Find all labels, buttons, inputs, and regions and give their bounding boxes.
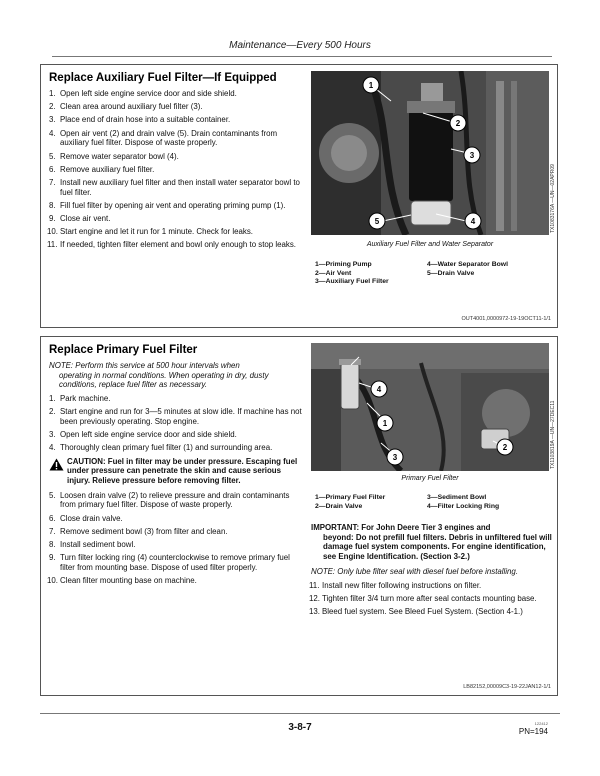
svg-text:2: 2 xyxy=(455,119,461,128)
page-number: 3-8-7 xyxy=(288,722,312,733)
list-item: 8. Install sediment bowl. xyxy=(49,540,136,550)
service-note: NOTE: Perform this service at 500 hour intervals when operating in normal conditions. When operating in dry, dusty conditions, replace fuel filter as necessary. xyxy=(49,361,269,390)
list-item: 12. Tighten filter 3/4 turn more after seal contacts mounting base. xyxy=(309,593,537,603)
auxiliary-fuel-filter-figure xyxy=(311,71,549,235)
figure-legend-left xyxy=(315,261,389,287)
auxiliary-fuel-filter-illustration xyxy=(311,71,549,235)
primary-fuel-filter-figure xyxy=(311,343,549,471)
list-item: 11. Install new filter following instructions on filter. xyxy=(309,580,482,590)
callout-marker xyxy=(450,115,466,131)
important-notice: IMPORTANT: For John Deere Tier 3 engines and beyond: Do not prefill fuel filters. Debris in unfiltered fuel will damage fuel system components. For engine identification, see Engine Identification. (Section 3-2.) xyxy=(311,523,552,562)
svg-text:5: 5 xyxy=(374,217,380,226)
primary-steps-list-a xyxy=(49,394,303,453)
list-item: 7. Install new auxiliary fuel filter and then install water separator bowl to fuel filter. xyxy=(49,177,300,197)
callout-marker xyxy=(371,381,387,397)
legend-item: 1—Primary Fuel Filter xyxy=(315,494,386,501)
date-code: 122412 xyxy=(534,721,548,726)
legend-item: 2—Air Vent xyxy=(315,269,352,277)
list-item: 10. Start engine and let it run for 1 minute. Check for leaks. xyxy=(47,227,253,237)
list-item: 10. Clean filter mounting base on machine. xyxy=(47,576,197,586)
list-item: 3. Open left side engine service door and side shield. xyxy=(49,430,237,440)
figure-legend-right xyxy=(427,261,508,278)
list-item: 4. Open air vent (2) and drain valve (5). Drain contaminants from auxiliary fuel filter. Dispose of waste properly. xyxy=(49,128,278,148)
legend-item: 3—Auxiliary Fuel Filter xyxy=(315,278,389,286)
seal-note: NOTE: Only lube filter seal with diesel fuel before installing. xyxy=(311,566,519,576)
caution-warning: CAUTION: Fuel in filter may be under pressure. Escaping fuel under pressure can penetrate the skin and cause serious injury. Relieve pressure before removing filter. xyxy=(49,457,303,486)
svg-text:3: 3 xyxy=(469,151,475,160)
primary-instructions-continued xyxy=(311,523,553,620)
legend-item: 5—Drain Valve xyxy=(427,269,475,277)
callout-marker xyxy=(464,147,480,163)
svg-text:1: 1 xyxy=(382,419,388,428)
primary-instructions xyxy=(49,344,303,589)
list-item: 6. Close drain valve. xyxy=(49,513,123,523)
list-item: 1. Open left side engine service door and side shield. xyxy=(49,89,237,98)
page-header: Maintenance—Every 500 Hours xyxy=(229,40,371,51)
legend-item: 3—Sediment Bowl xyxy=(427,494,487,501)
svg-text:2: 2 xyxy=(502,443,508,452)
list-item: 9. Turn filter locking ring (4) counterclockwise to remove primary fuel filter from mounting base. Dispose of used filter properly. xyxy=(49,553,290,572)
list-item: 2. Clean area around auxiliary fuel filter (3). xyxy=(49,102,203,112)
svg-text:4: 4 xyxy=(470,217,476,226)
primary-steps-list-b xyxy=(49,491,303,586)
callout-marker xyxy=(497,439,513,455)
auxiliary-fuel-filter-section xyxy=(40,64,558,328)
warning-triangle-icon xyxy=(49,458,64,471)
list-item: 6. Remove auxiliary fuel filter. xyxy=(49,164,155,174)
figure-caption: Auxiliary Fuel Filter and Water Separator xyxy=(366,241,494,248)
legend-item: 2—Drain Valve xyxy=(315,502,363,510)
legend-item: 4—Filter Locking Ring xyxy=(427,502,500,510)
header-rule xyxy=(52,56,552,57)
list-item: 4. Thoroughly clean primary fuel filter (1) and surrounding area. xyxy=(49,443,273,453)
list-item: 11. If needed, tighten filter element and bowl only enough to stop leaks. xyxy=(47,240,296,250)
reference-code: OUT4001,0000972-19-19OCT11-1/1 xyxy=(461,316,551,322)
pn-label: PN=194 xyxy=(518,727,548,736)
primary-steps-list-c xyxy=(311,581,553,617)
primary-fuel-filter-illustration xyxy=(311,343,549,471)
section-title: Replace Auxiliary Fuel Filter—If Equipped xyxy=(49,72,277,84)
callout-marker xyxy=(465,213,481,229)
footer-rule xyxy=(40,713,560,714)
aux-steps-list xyxy=(49,89,303,250)
list-item: 8. Fill fuel filter by opening air vent and operating priming pump (1). xyxy=(49,200,286,210)
callout-marker xyxy=(387,449,403,465)
list-item: 13. Bleed fuel system. See Bleed Fuel System. (Section 4-1.) xyxy=(309,606,523,616)
reference-code: LB82152,00009C3-19-22JAN12-1/1 xyxy=(463,684,551,690)
figure-legend-right xyxy=(427,494,499,511)
figure-id-label: TX1103819A —UN—27DEC11 xyxy=(550,400,556,469)
figure-legend-left xyxy=(315,494,385,511)
list-item: 5. Remove water separator bowl (4). xyxy=(49,151,179,161)
svg-text:4: 4 xyxy=(376,385,382,394)
primary-fuel-filter-section xyxy=(40,336,558,696)
legend-item: 4—Water Separator Bowl xyxy=(427,261,508,268)
section-title: Replace Primary Fuel Filter xyxy=(49,344,198,356)
svg-text:3: 3 xyxy=(392,453,398,462)
figure-caption: Primary Fuel Filter xyxy=(401,475,459,482)
callout-marker xyxy=(377,415,393,431)
list-item: 7. Remove sediment bowl (3) from filter and clean. xyxy=(49,526,228,536)
aux-instructions xyxy=(49,72,303,254)
list-item: 1. Park machine. xyxy=(49,394,111,404)
list-item: 3. Place end of drain hose into a suitable container. xyxy=(49,115,231,125)
list-item: 2. Start engine and run for 3—5 minutes at slow idle. If machine has not been previously operating. Stop engine. xyxy=(49,407,302,427)
list-item: 5. Loosen drain valve (2) to relieve pressure and drain contaminants from primary fuel filter. Dispose of waste properly. xyxy=(49,490,290,510)
figure-id-label: TX1083176A —UN—02APR09 xyxy=(550,164,556,233)
svg-text:1: 1 xyxy=(368,81,374,90)
callout-marker xyxy=(369,213,385,229)
list-item: 9. Close air vent. xyxy=(49,214,111,224)
callout-marker xyxy=(363,77,379,93)
legend-item: 1—Priming Pump xyxy=(315,261,372,268)
